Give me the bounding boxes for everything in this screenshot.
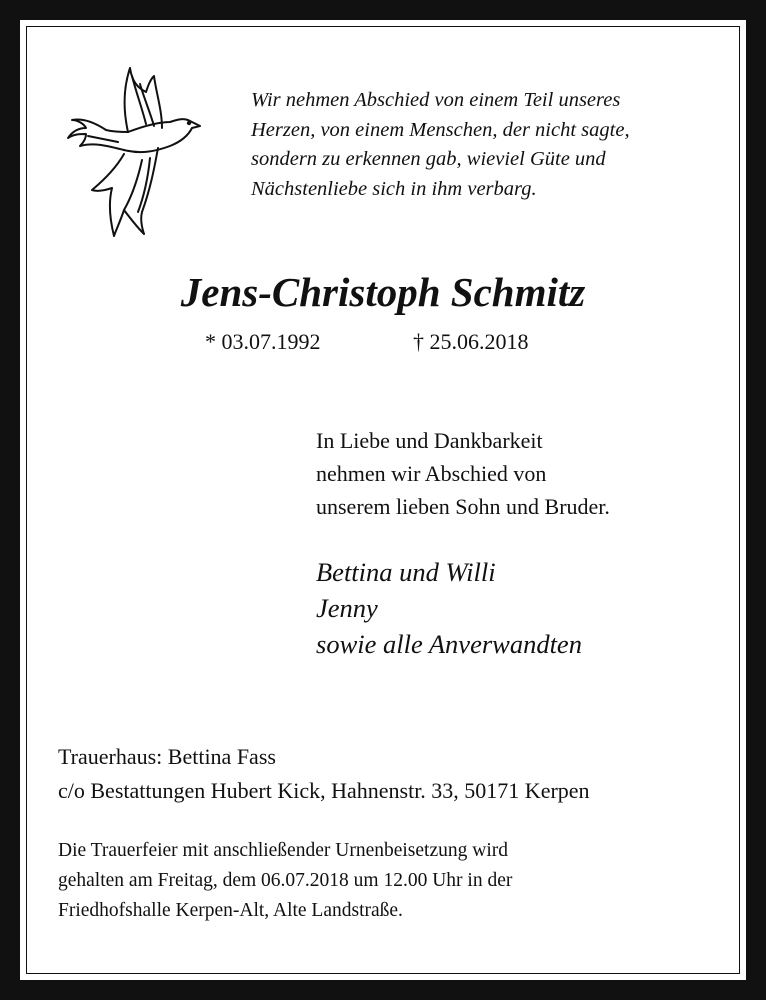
quote-line: sondern zu erkennen gab, wieviel Güte und bbox=[251, 148, 606, 170]
funeral-ceremony-notice bbox=[58, 836, 512, 926]
address-line: Trauerhaus: Bettina Fass bbox=[58, 744, 276, 769]
address-line: c/o Bestattungen Hubert Kick, Hahnenstr. 33, 50171 Kerpen bbox=[58, 778, 590, 803]
ceremony-line: gehalten am Freitag, dem 06.07.2018 um 12.00 Uhr in der bbox=[58, 870, 513, 891]
mourner-line: Bettina und Willi bbox=[316, 557, 496, 587]
ceremony-line: Friedhofshalle Kerpen-Alt, Alte Landstraße. bbox=[58, 900, 403, 921]
farewell-quote bbox=[251, 86, 721, 204]
mourner-line: Jenny bbox=[316, 593, 378, 623]
message-line: nehmen wir Abschied von bbox=[316, 461, 547, 486]
ceremony-line: Die Trauerfeier mit anschließender Urnenbeisetzung wird bbox=[58, 840, 508, 861]
quote-line: Wir nehmen Abschied von einem Teil unseres bbox=[251, 89, 621, 111]
mourning-house-address bbox=[58, 740, 590, 808]
farewell-message bbox=[316, 424, 610, 523]
message-line: In Liebe und Dankbarkeit bbox=[316, 428, 543, 453]
mourner-line: sowie alle Anverwandten bbox=[316, 629, 582, 659]
dove-icon bbox=[58, 62, 208, 240]
deceased-name: Jens-Christoph Schmitz bbox=[180, 269, 586, 315]
quote-line: Nächstenliebe sich in ihm verbarg. bbox=[251, 177, 537, 200]
death-date: † 25.06.2018 bbox=[413, 329, 529, 354]
birth-date: * 03.07.1992 bbox=[205, 329, 321, 354]
quote-line: Herzen, von einem Menschen, der nicht sagte, bbox=[251, 118, 630, 141]
message-line: unserem lieben Sohn und Bruder. bbox=[316, 494, 610, 519]
mourners-signature bbox=[316, 554, 582, 662]
